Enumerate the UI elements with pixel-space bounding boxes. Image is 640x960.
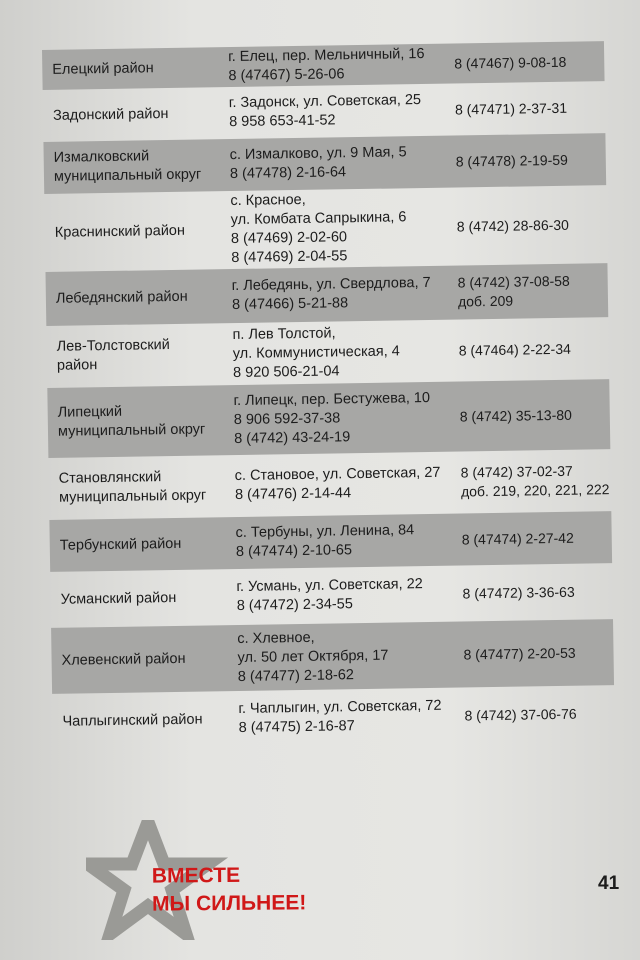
district-address-line: 8 958 653-41-52 [229, 112, 336, 131]
district-address [222, 45, 449, 87]
district-phone-line: 8 (47464) 2-22-34 [458, 340, 571, 358]
table-row [47, 379, 610, 458]
district-phone-line: 8 (47478) 2-19-59 [455, 151, 568, 170]
table-row [52, 685, 615, 750]
district-address [232, 697, 459, 739]
district-address-line: 8 (47475) 2-16-87 [238, 718, 355, 736]
district-name-line: муниципальный округ [53, 166, 202, 185]
district-name [47, 335, 228, 376]
district-name [42, 58, 222, 80]
table-row [43, 133, 606, 194]
district-name-line: Елецкий район [52, 59, 154, 78]
footer-logo [86, 820, 326, 940]
district-name [51, 649, 231, 671]
district-address [226, 274, 453, 316]
district-address [223, 91, 450, 133]
district-address-line: п. Лев Толстой, [232, 324, 336, 343]
district-address-line: 8 (47469) 2-04-55 [231, 248, 348, 267]
district-phone [454, 405, 610, 426]
district-address-line: с. Красное, [230, 191, 306, 210]
district-address-line: 8 (47469) 2-02-60 [230, 229, 348, 248]
page-number: 41 [598, 873, 620, 894]
district-address-line: г. Задонск, ул. Советская, 25 [228, 92, 422, 112]
district-name-line: Усманский район [60, 589, 177, 608]
district-phone [456, 528, 612, 549]
district-name-line: Лев-Толстовский [56, 337, 170, 355]
district-address-line: с. Хлевное, [237, 629, 315, 647]
district-name-line: Краснинский район [54, 222, 186, 241]
district-name-line: муниципальный округ [57, 421, 206, 440]
district-address [229, 521, 456, 563]
district-address-line: 8 (4742) 43-24-19 [234, 428, 351, 447]
district-phone-line: 8 (47467) 9-08-18 [454, 53, 567, 72]
district-name [46, 287, 226, 309]
district-address-line: 8 906 592-37-38 [233, 409, 341, 428]
district-phone [456, 582, 612, 603]
district-phone [448, 52, 604, 73]
district-phone-line: 8 (4742) 28-86-30 [456, 216, 570, 235]
district-address [224, 189, 451, 269]
district-address-line: ул. Комбата Сапрыкина, 6 [230, 209, 407, 229]
slogan-line-1: ВМЕСТЕ [151, 863, 241, 888]
district-address-line: с. Становое, ул. Советская, 27 [234, 464, 441, 485]
district-address-line: 8 (47467) 5-26-06 [228, 66, 345, 85]
district-address-line: 8 (47472) 2-34-55 [236, 596, 353, 615]
district-name [50, 534, 230, 556]
district-phone-line: доб. 209 [457, 292, 514, 310]
slogan [152, 861, 307, 918]
table-row [45, 263, 608, 326]
district-address-line: 8 (47478) 2-16-64 [229, 164, 347, 183]
district-address-line: г. Лебедянь, ул. Свердлова, 7 [231, 274, 431, 295]
district-address [226, 322, 453, 383]
district-phone-line: 8 (4742) 35-13-80 [459, 406, 572, 424]
district-name [48, 401, 229, 442]
district-address-line: ул. 50 лет Октября, 17 [237, 647, 389, 666]
district-phone-line: 8 (47474) 2-27-42 [461, 529, 574, 547]
table-row [50, 563, 613, 628]
district-phone [451, 215, 607, 236]
district-address-line: с. Тербуны, ул. Ленина, 84 [235, 522, 415, 542]
district-phone-line: 8 (47477) 2-20-53 [463, 644, 576, 662]
district-address [230, 575, 457, 617]
table-row [51, 619, 614, 694]
district-phone-line: 8 (4742) 37-08-58 [457, 272, 570, 291]
district-phone-line: доб. 219, 220, 221, 222 [460, 481, 610, 500]
district-name-line: Измалковский [53, 148, 150, 166]
table-row [49, 511, 612, 572]
slogan-line-2: МЫ СИЛЬНЕЕ! [152, 891, 307, 916]
contacts-table [42, 41, 615, 750]
district-address-line: 8 (47466) 5-21-88 [231, 295, 349, 314]
district-name [50, 588, 230, 610]
district-phone-line: 8 (4742) 37-06-76 [464, 705, 577, 723]
district-address-line: г. Усмань, ул. Советская, 22 [236, 576, 423, 596]
table-row [48, 449, 611, 520]
district-name [44, 146, 225, 187]
district-address-line: 8 (47477) 2-18-62 [237, 666, 355, 685]
district-name-line: Становлянский [58, 469, 162, 487]
district-address-line: 8 920 506-21-04 [232, 362, 340, 381]
district-address-line: г. Чаплыгин, ул. Советская, 72 [238, 697, 442, 717]
district-address-line: г. Липецк, пер. Бестужева, 10 [233, 389, 431, 409]
district-phone [457, 643, 613, 664]
district-address-line: с. Измалково, ул. 9 Мая, 5 [229, 144, 407, 164]
district-phone-line: 8 (4742) 37-02-37 [460, 462, 573, 481]
table-row [46, 317, 609, 388]
district-address-line: ул. Коммунистическая, 4 [232, 342, 400, 362]
district-name-line: Задонский район [52, 105, 169, 124]
district-phone [450, 150, 606, 171]
district-address-line: 8 (47476) 2-14-44 [234, 485, 352, 504]
district-name-line: район [56, 357, 98, 374]
district-name [52, 710, 232, 732]
table-row [43, 81, 606, 142]
district-phone-line: 8 (47471) 2-37-31 [454, 99, 568, 118]
district-address [229, 464, 456, 506]
district-name-line: муниципальный округ [58, 487, 207, 506]
district-name-line: Липецкий [57, 403, 123, 421]
district-name [49, 467, 230, 508]
table-row [44, 185, 607, 272]
district-phone [455, 461, 612, 501]
district-phone [458, 704, 614, 725]
district-address [231, 626, 458, 687]
district-address-line: г. Елец, пер. Мельничный, 16 [228, 45, 425, 66]
district-name-line: Чаплыгинский район [62, 711, 203, 730]
district-phone [453, 339, 609, 360]
district-phone [449, 98, 605, 119]
district-name-line: Хлевенский район [61, 650, 186, 669]
district-phone-line: 8 (47472) 3-36-63 [462, 583, 575, 601]
district-phone [452, 271, 609, 311]
district-address [227, 388, 454, 449]
district-name-line: Тербунский район [59, 535, 182, 554]
district-name-line: Лебедянский район [55, 288, 188, 307]
district-address-line: 8 (47474) 2-10-65 [235, 542, 353, 561]
district-name [43, 104, 223, 126]
district-address [224, 143, 451, 185]
district-name [45, 221, 225, 243]
